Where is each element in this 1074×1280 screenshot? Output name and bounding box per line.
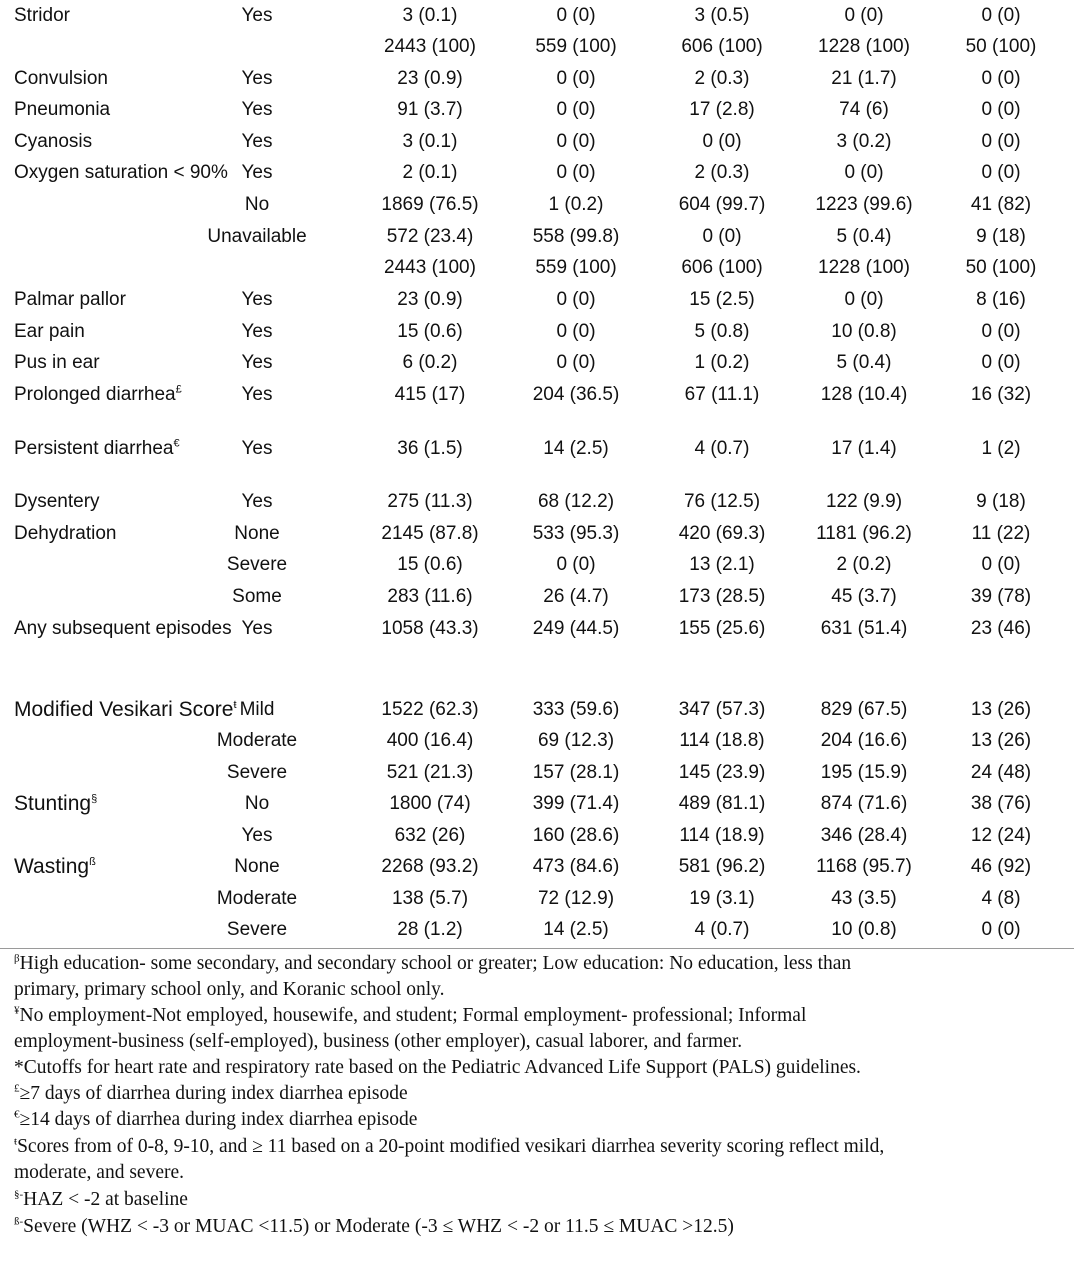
cell-c4: 2 (0.2): [836, 554, 892, 575]
row-category: None: [234, 856, 280, 877]
cell-c2: 160 (28.6): [532, 825, 620, 846]
cell-c5: 9 (18): [976, 491, 1026, 512]
row-category: Yes: [241, 162, 273, 183]
cell-c4: 1223 (99.6): [815, 194, 913, 215]
cell-c5: 0 (0): [981, 321, 1021, 342]
cell-c2: 0 (0): [556, 68, 596, 89]
cell-c1: 3 (0.1): [402, 5, 458, 26]
footnote-education: $^\beta$High education- some secondary, and secondary school or greater; Low education: No education, less than primary, primary school only, and Koranic school only.: [14, 952, 852, 1000]
row-category: Yes: [241, 352, 273, 373]
cell-c2: 559 (100): [535, 257, 617, 278]
cell-c2: 204 (36.5): [532, 384, 620, 405]
cell-c3: 2 (0.3): [694, 68, 750, 89]
cell-c4: 1181 (96.2): [816, 523, 912, 544]
row-category: Yes: [241, 438, 273, 459]
cell-c1: 275 (11.3): [387, 491, 473, 512]
cell-c5: 13 (26): [970, 730, 1032, 751]
cell-c5: 1 (2): [981, 438, 1021, 459]
cell-c4: 5 (0.4): [836, 352, 892, 373]
cell-c4: 874 (71.6): [820, 793, 908, 814]
cell-c5: 50 (100): [965, 257, 1037, 278]
cell-c4: 1168 (95.7): [816, 856, 912, 877]
cell-c3: 3 (0.5): [694, 5, 750, 26]
cell-c1: 3 (0.1): [402, 131, 458, 152]
row-category: Severe: [226, 554, 288, 575]
cell-c1: 2145 (87.8): [381, 523, 479, 544]
row-category: No: [244, 194, 270, 215]
cell-c3: 420 (69.3): [678, 523, 766, 544]
row-label: Cyanosis: [14, 131, 93, 152]
cell-c2: 0 (0): [556, 554, 596, 575]
row-category: Yes: [241, 491, 273, 512]
cell-c2: 333 (59.6): [532, 699, 620, 720]
cell-c4: 829 (67.5): [820, 699, 908, 720]
cell-c1: 138 (5.7): [391, 888, 469, 909]
footnote-stunting: §-HAZ < -2 at baseline: [14, 1188, 188, 1210]
cell-c3: 114 (18.9): [679, 825, 765, 846]
cell-c4: 0 (0): [844, 5, 884, 26]
footnote-cutoffs: *Cutoffs for heart rate and respiratory rate based on the Pediatric Advanced Life Support (PALS) guidelines.: [14, 1057, 861, 1078]
cell-c3: 4 (0.7): [694, 919, 750, 940]
row-label: Pus in ear: [14, 352, 100, 373]
row-category: Yes: [241, 825, 273, 846]
cell-c5: 0 (0): [981, 352, 1021, 373]
cell-c1: 36 (1.5): [397, 438, 463, 459]
cell-c1: 2 (0.1): [402, 162, 458, 183]
row-category: Moderate: [216, 730, 298, 751]
row-label: Persistent diarrhea€: [14, 437, 180, 459]
cell-c1: 2443 (100): [384, 257, 476, 278]
footnotes: [14, 951, 914, 1240]
cell-c5: 13 (26): [970, 699, 1032, 720]
cell-c5: 11 (22): [971, 523, 1031, 544]
cell-c2: 0 (0): [556, 131, 596, 152]
row-label: Stunting§: [14, 792, 98, 815]
cell-c4: 17 (1.4): [831, 438, 897, 459]
footnote-marker: ß: [89, 856, 96, 868]
cell-c2: 0 (0): [556, 321, 596, 342]
cell-c1: 572 (23.4): [386, 226, 474, 247]
footnote-employment: ¥No employment-Not employed, housewife, and student; Formal employment- professional; Informal employment-business (self-employed), business (other employer), casual laborer, and farmer.: [14, 1004, 807, 1052]
cell-c5: 8 (16): [976, 289, 1026, 310]
cell-c2: 0 (0): [556, 289, 596, 310]
cell-c2: 72 (12.9): [537, 888, 615, 909]
cell-c5: 9 (18): [976, 226, 1026, 247]
cell-c5: 0 (0): [981, 554, 1021, 575]
cell-c5: 0 (0): [981, 99, 1021, 120]
cell-c1: 28 (1.2): [397, 919, 463, 940]
cell-c3: 0 (0): [702, 131, 742, 152]
cell-c2: 14 (2.5): [543, 438, 609, 459]
cell-c5: 4 (8): [981, 888, 1021, 909]
cell-c2: 1 (0.2): [548, 194, 604, 215]
row-category: Yes: [241, 321, 273, 342]
cell-c5: 0 (0): [981, 5, 1021, 26]
cell-c1: 23 (0.9): [397, 289, 463, 310]
cell-c3: 606 (100): [681, 257, 763, 278]
cell-c3: 114 (18.8): [679, 730, 765, 751]
row-label: Convulsion: [14, 68, 108, 89]
row-label: Wasting$^ß$: [14, 855, 96, 878]
cell-c3: 0 (0): [702, 226, 742, 247]
row-category: Yes: [241, 68, 273, 89]
cell-c1: 2443 (100): [384, 36, 476, 57]
cell-c4: 631 (51.4): [820, 618, 908, 639]
cell-c4: 43 (3.5): [831, 888, 897, 909]
cell-c2: 157 (28.1): [532, 762, 620, 783]
row-category: Mild: [239, 699, 275, 720]
cell-c1: 91 (3.7): [397, 99, 463, 120]
cell-c3: 2 (0.3): [694, 162, 750, 183]
cell-c3: 347 (57.3): [678, 699, 766, 720]
footnote-marker: §: [91, 793, 98, 805]
cell-c1: 15 (0.6): [397, 554, 463, 575]
cell-c2: 249 (44.5): [532, 618, 620, 639]
cell-c5: 23 (46): [970, 618, 1032, 639]
cell-c2: 68 (12.2): [537, 491, 615, 512]
cell-c3: 13 (2.1): [689, 554, 755, 575]
cell-c5: 0 (0): [981, 131, 1021, 152]
row-label: Ear pain: [14, 321, 85, 342]
cell-c4: 10 (0.8): [831, 919, 897, 940]
cell-c3: 606 (100): [681, 36, 763, 57]
row-label: Stridor: [14, 5, 70, 26]
footnote-marker: ŧ: [233, 699, 237, 711]
cell-c4: 3 (0.2): [836, 131, 892, 152]
cell-c4: 0 (0): [844, 162, 884, 183]
cell-c4: 10 (0.8): [831, 321, 897, 342]
row-label: Palmar pallor: [14, 289, 126, 310]
cell-c1: 415 (17): [394, 384, 466, 405]
row-category: Yes: [241, 289, 273, 310]
cell-c1: 632 (26): [394, 825, 466, 846]
cell-c1: 521 (21.3): [386, 762, 474, 783]
cell-c4: 128 (10.4): [820, 384, 908, 405]
row-label: Pneumonia: [14, 99, 111, 120]
cell-c2: 69 (12.3): [537, 730, 615, 751]
row-label: Prolonged diarrhea£: [14, 383, 182, 405]
cell-c3: 581 (96.2): [678, 856, 766, 877]
cell-c1: 2268 (93.2): [381, 856, 479, 877]
cell-c5: 0 (0): [981, 68, 1021, 89]
cell-c3: 19 (3.1): [689, 888, 755, 909]
cell-c5: 46 (92): [970, 856, 1032, 877]
row-label: Any subsequent episodes: [14, 618, 232, 639]
cell-c4: 204 (16.6): [820, 730, 908, 751]
cell-c5: 0 (0): [981, 919, 1021, 940]
row-label: Modified Vesikari Score$^ŧ$: [14, 698, 237, 721]
row-category: Yes: [241, 5, 273, 26]
cell-c2: 14 (2.5): [543, 919, 609, 940]
row-category: Some: [232, 586, 282, 607]
cell-c3: 489 (81.1): [678, 793, 766, 814]
cell-c5: 16 (32): [970, 384, 1032, 405]
row-category: Severe: [226, 762, 288, 783]
footnote-persistent: €≥14 days of diarrhea during index diarrhea episode: [14, 1108, 418, 1130]
cell-c1: 23 (0.9): [397, 68, 463, 89]
cell-c2: 533 (95.3): [532, 523, 620, 544]
row-category: Yes: [241, 618, 273, 639]
cell-c4: 0 (0): [844, 289, 884, 310]
cell-c3: 5 (0.8): [694, 321, 750, 342]
table-bottom-rule: [0, 948, 1074, 949]
cell-c3: 604 (99.7): [678, 194, 766, 215]
row-category: Yes: [241, 384, 273, 405]
row-category: Moderate: [216, 888, 298, 909]
footnote-vesikari: $^ŧ$Scores from of 0-8, 9-10, and ≥ 11 based on a 20-point modified vesikari diarrhea severity scoring reflect mild, moderate, and severe.: [14, 1135, 885, 1183]
cell-c4: 346 (28.4): [820, 825, 908, 846]
cell-c2: 559 (100): [535, 36, 617, 57]
cell-c1: 1058 (43.3): [381, 618, 479, 639]
cell-c4: 5 (0.4): [836, 226, 892, 247]
footnote-wasting: $^{ß-}$Severe (WHZ < -3 or MUAC <11.5) or Moderate (-3 ≤ WHZ < -2 or 11.5 ≤ MUAC >12.5): [14, 1215, 734, 1237]
footnote-marker: £: [175, 383, 182, 396]
cell-c4: 1228 (100): [818, 257, 910, 278]
cell-c3: 15 (2.5): [689, 289, 755, 310]
cell-c1: 400 (16.4): [386, 730, 474, 751]
cell-c4: 1228 (100): [818, 36, 910, 57]
cell-c1: 1522 (62.3): [381, 699, 479, 720]
cell-c3: 1 (0.2): [694, 352, 750, 373]
cell-c2: 558 (99.8): [532, 226, 620, 247]
cell-c4: 21 (1.7): [831, 68, 897, 89]
cell-c2: 0 (0): [556, 352, 596, 373]
footnote-prolonged: £≥7 days of diarrhea during index diarrhea episode: [14, 1082, 408, 1104]
row-label: Dehydration: [14, 523, 117, 544]
cell-c5: 39 (78): [970, 586, 1032, 607]
cell-c5: 38 (76): [970, 793, 1032, 814]
cell-c1: 1800 (74): [389, 793, 471, 814]
cell-c2: 0 (0): [556, 162, 596, 183]
cell-c3: 17 (2.8): [689, 99, 755, 120]
cell-c3: 173 (28.5): [678, 586, 766, 607]
cell-c4: 45 (3.7): [831, 586, 897, 607]
cell-c2: 0 (0): [556, 5, 596, 26]
cell-c2: 399 (71.4): [532, 793, 620, 814]
cell-c2: 473 (84.6): [532, 856, 620, 877]
cell-c3: 67 (11.1): [684, 384, 760, 405]
cell-c1: 6 (0.2): [402, 352, 458, 373]
cell-c5: 0 (0): [981, 162, 1021, 183]
cell-c1: 1869 (76.5): [381, 194, 479, 215]
cell-c5: 12 (24): [970, 825, 1032, 846]
cell-c4: 122 (9.9): [825, 491, 903, 512]
cell-c4: 74 (6): [839, 99, 889, 120]
row-label: Dysentery: [14, 491, 100, 512]
cell-c4: 195 (15.9): [820, 762, 908, 783]
cell-c5: 24 (48): [970, 762, 1032, 783]
row-category: Severe: [226, 919, 288, 940]
row-category: None: [234, 523, 280, 544]
cell-c2: 26 (4.7): [543, 586, 609, 607]
cell-c1: 283 (11.6): [387, 586, 473, 607]
cell-c3: 145 (23.9): [678, 762, 766, 783]
row-category: Unavailable: [207, 226, 307, 247]
cell-c5: 41 (82): [970, 194, 1032, 215]
row-category: No: [244, 793, 270, 814]
cell-c5: 50 (100): [965, 36, 1037, 57]
cell-c1: 15 (0.6): [397, 321, 463, 342]
cell-c3: 4 (0.7): [694, 438, 750, 459]
cell-c3: 76 (12.5): [683, 491, 761, 512]
cell-c2: 0 (0): [556, 99, 596, 120]
row-label: Oxygen saturation < 90%: [14, 162, 228, 183]
footnote-marker: €: [173, 437, 180, 450]
row-category: Yes: [241, 99, 273, 120]
row-category: Yes: [241, 131, 273, 152]
cell-c3: 155 (25.6): [678, 618, 766, 639]
